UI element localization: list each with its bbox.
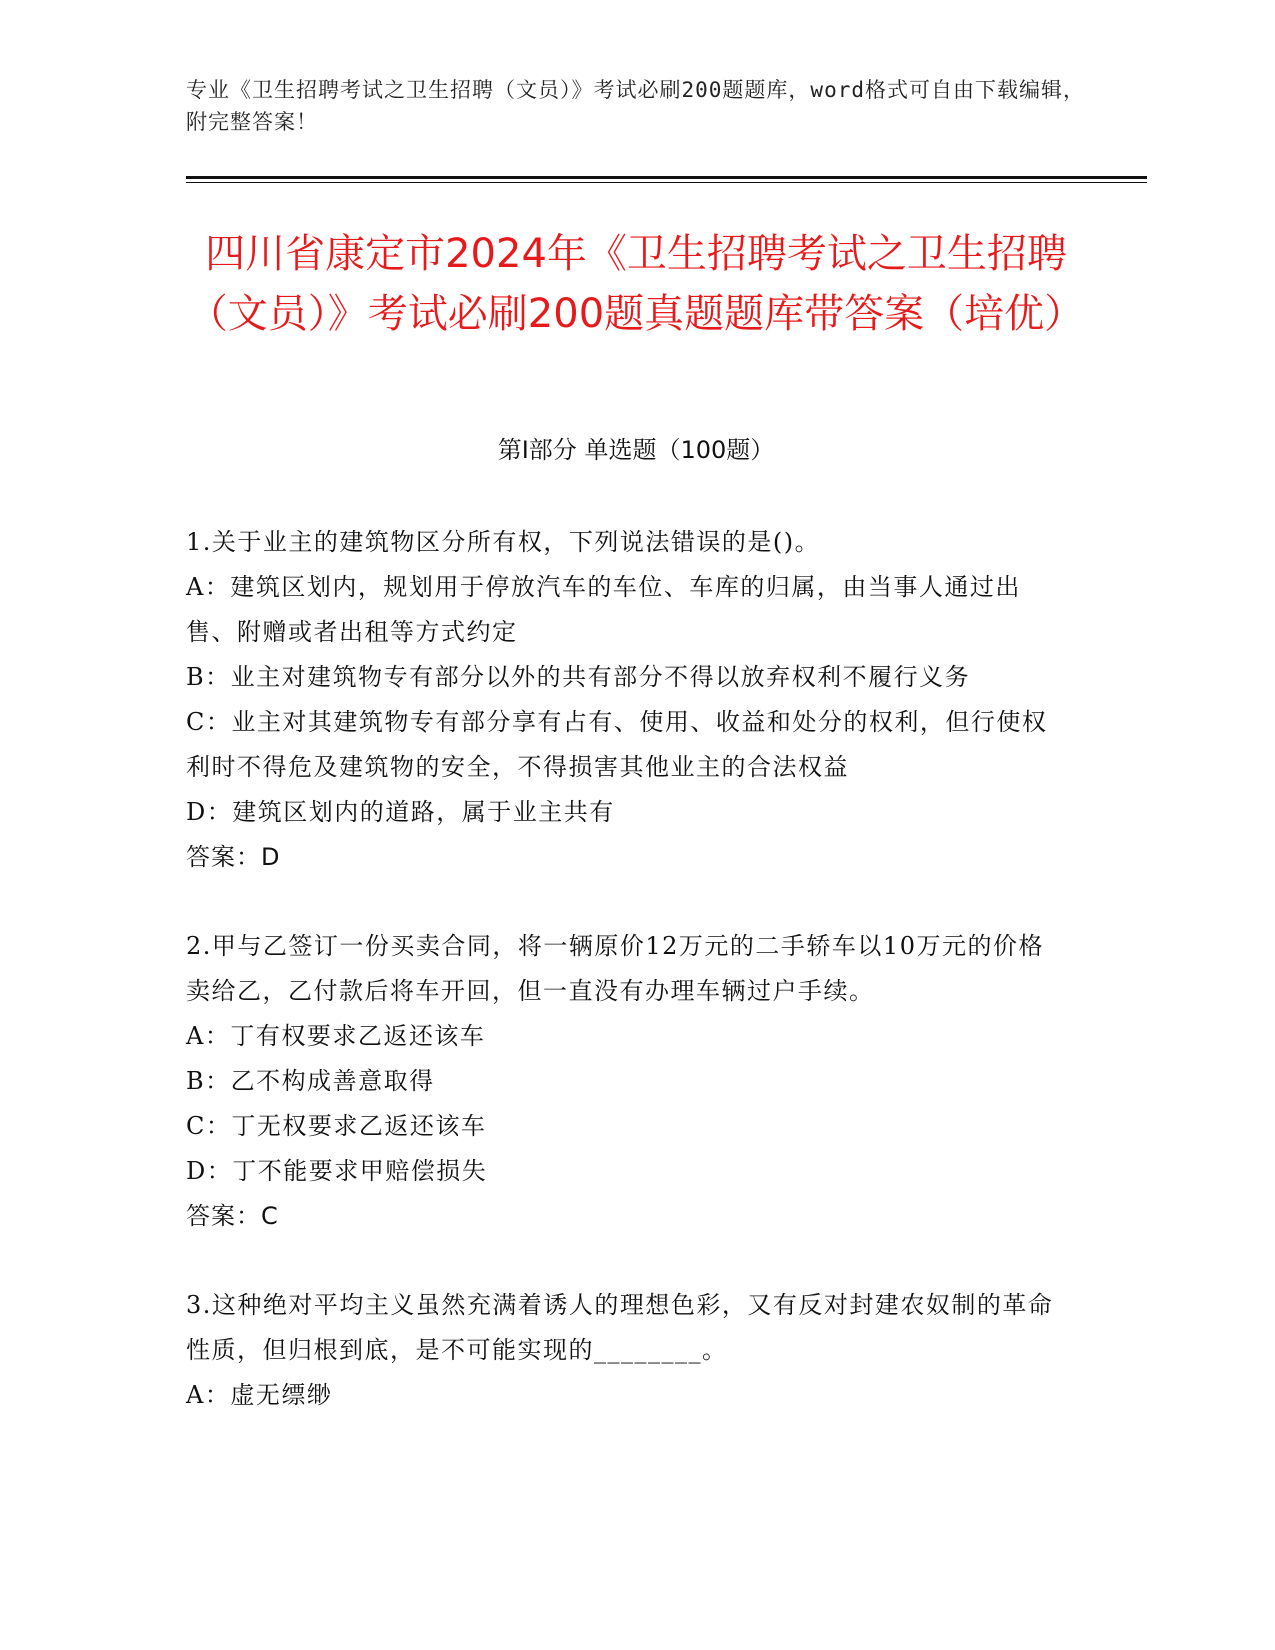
section-heading: 第Ⅰ部分 单选题（100题） [497,436,775,464]
question-stem: 1.关于业主的建筑物区分所有权，下列说法错误的是()。 [186,528,821,556]
document-title: 四川省康定市2024年《卫生招聘考试之卫生招聘（文员）》考试必刷200题真题题库带答案（培优） [187,231,1085,337]
option-b: B：乙不构成善意取得 [186,1067,435,1095]
question-stem: 3.这种绝对平均主义虽然充满着诱人的理想色彩，又有反对封建农奴制的革命性质，但归根到底，是不可能实现的________。 [186,1291,1054,1364]
option-d: D：丁不能要求甲赔偿损失 [186,1157,488,1185]
question-1 [186,520,1066,880]
option-c: C：丁无权要求乙返还该车 [186,1112,487,1140]
question-stem: 2.甲与乙签订一份买卖合同，将一辆原价12万元的二手轿车以10万元的价格卖给乙，乙付款后将车开回，但一直没有办理车辆过户手续。 [186,932,1044,1005]
option-b: B：业主对建筑物专有部分以外的共有部分不得以放弃权利不履行义务 [186,663,971,691]
question-list [186,520,1066,1462]
header-note: 专业《卫生招聘考试之卫生招聘（文员）》考试必刷200题题库，word格式可自由下载编辑，附完整答案！ [186,78,1085,134]
option-c: C：业主对其建筑物专有部分享有占有、使用、收益和处分的权利，但行使权利时不得危及建筑物的安全，不得损害其他业主的合法权益 [186,708,1048,781]
option-a: A：建筑区划内，规划用于停放汽车的车位、车库的归属，由当事人通过出售、附赠或者出租等方式约定 [186,573,1021,646]
question-3 [186,1283,1066,1418]
option-a: A：虚无缥缈 [186,1381,333,1409]
header-divider-thin [186,182,1147,183]
question-2 [186,924,1066,1239]
answer-label: 答案：D [186,843,281,871]
header-divider [186,176,1147,179]
option-d: D：建筑区划内的道路，属于业主共有 [186,798,615,826]
answer-label: 答案：C [186,1202,279,1230]
option-a: A：丁有权要求乙返还该车 [186,1022,486,1050]
